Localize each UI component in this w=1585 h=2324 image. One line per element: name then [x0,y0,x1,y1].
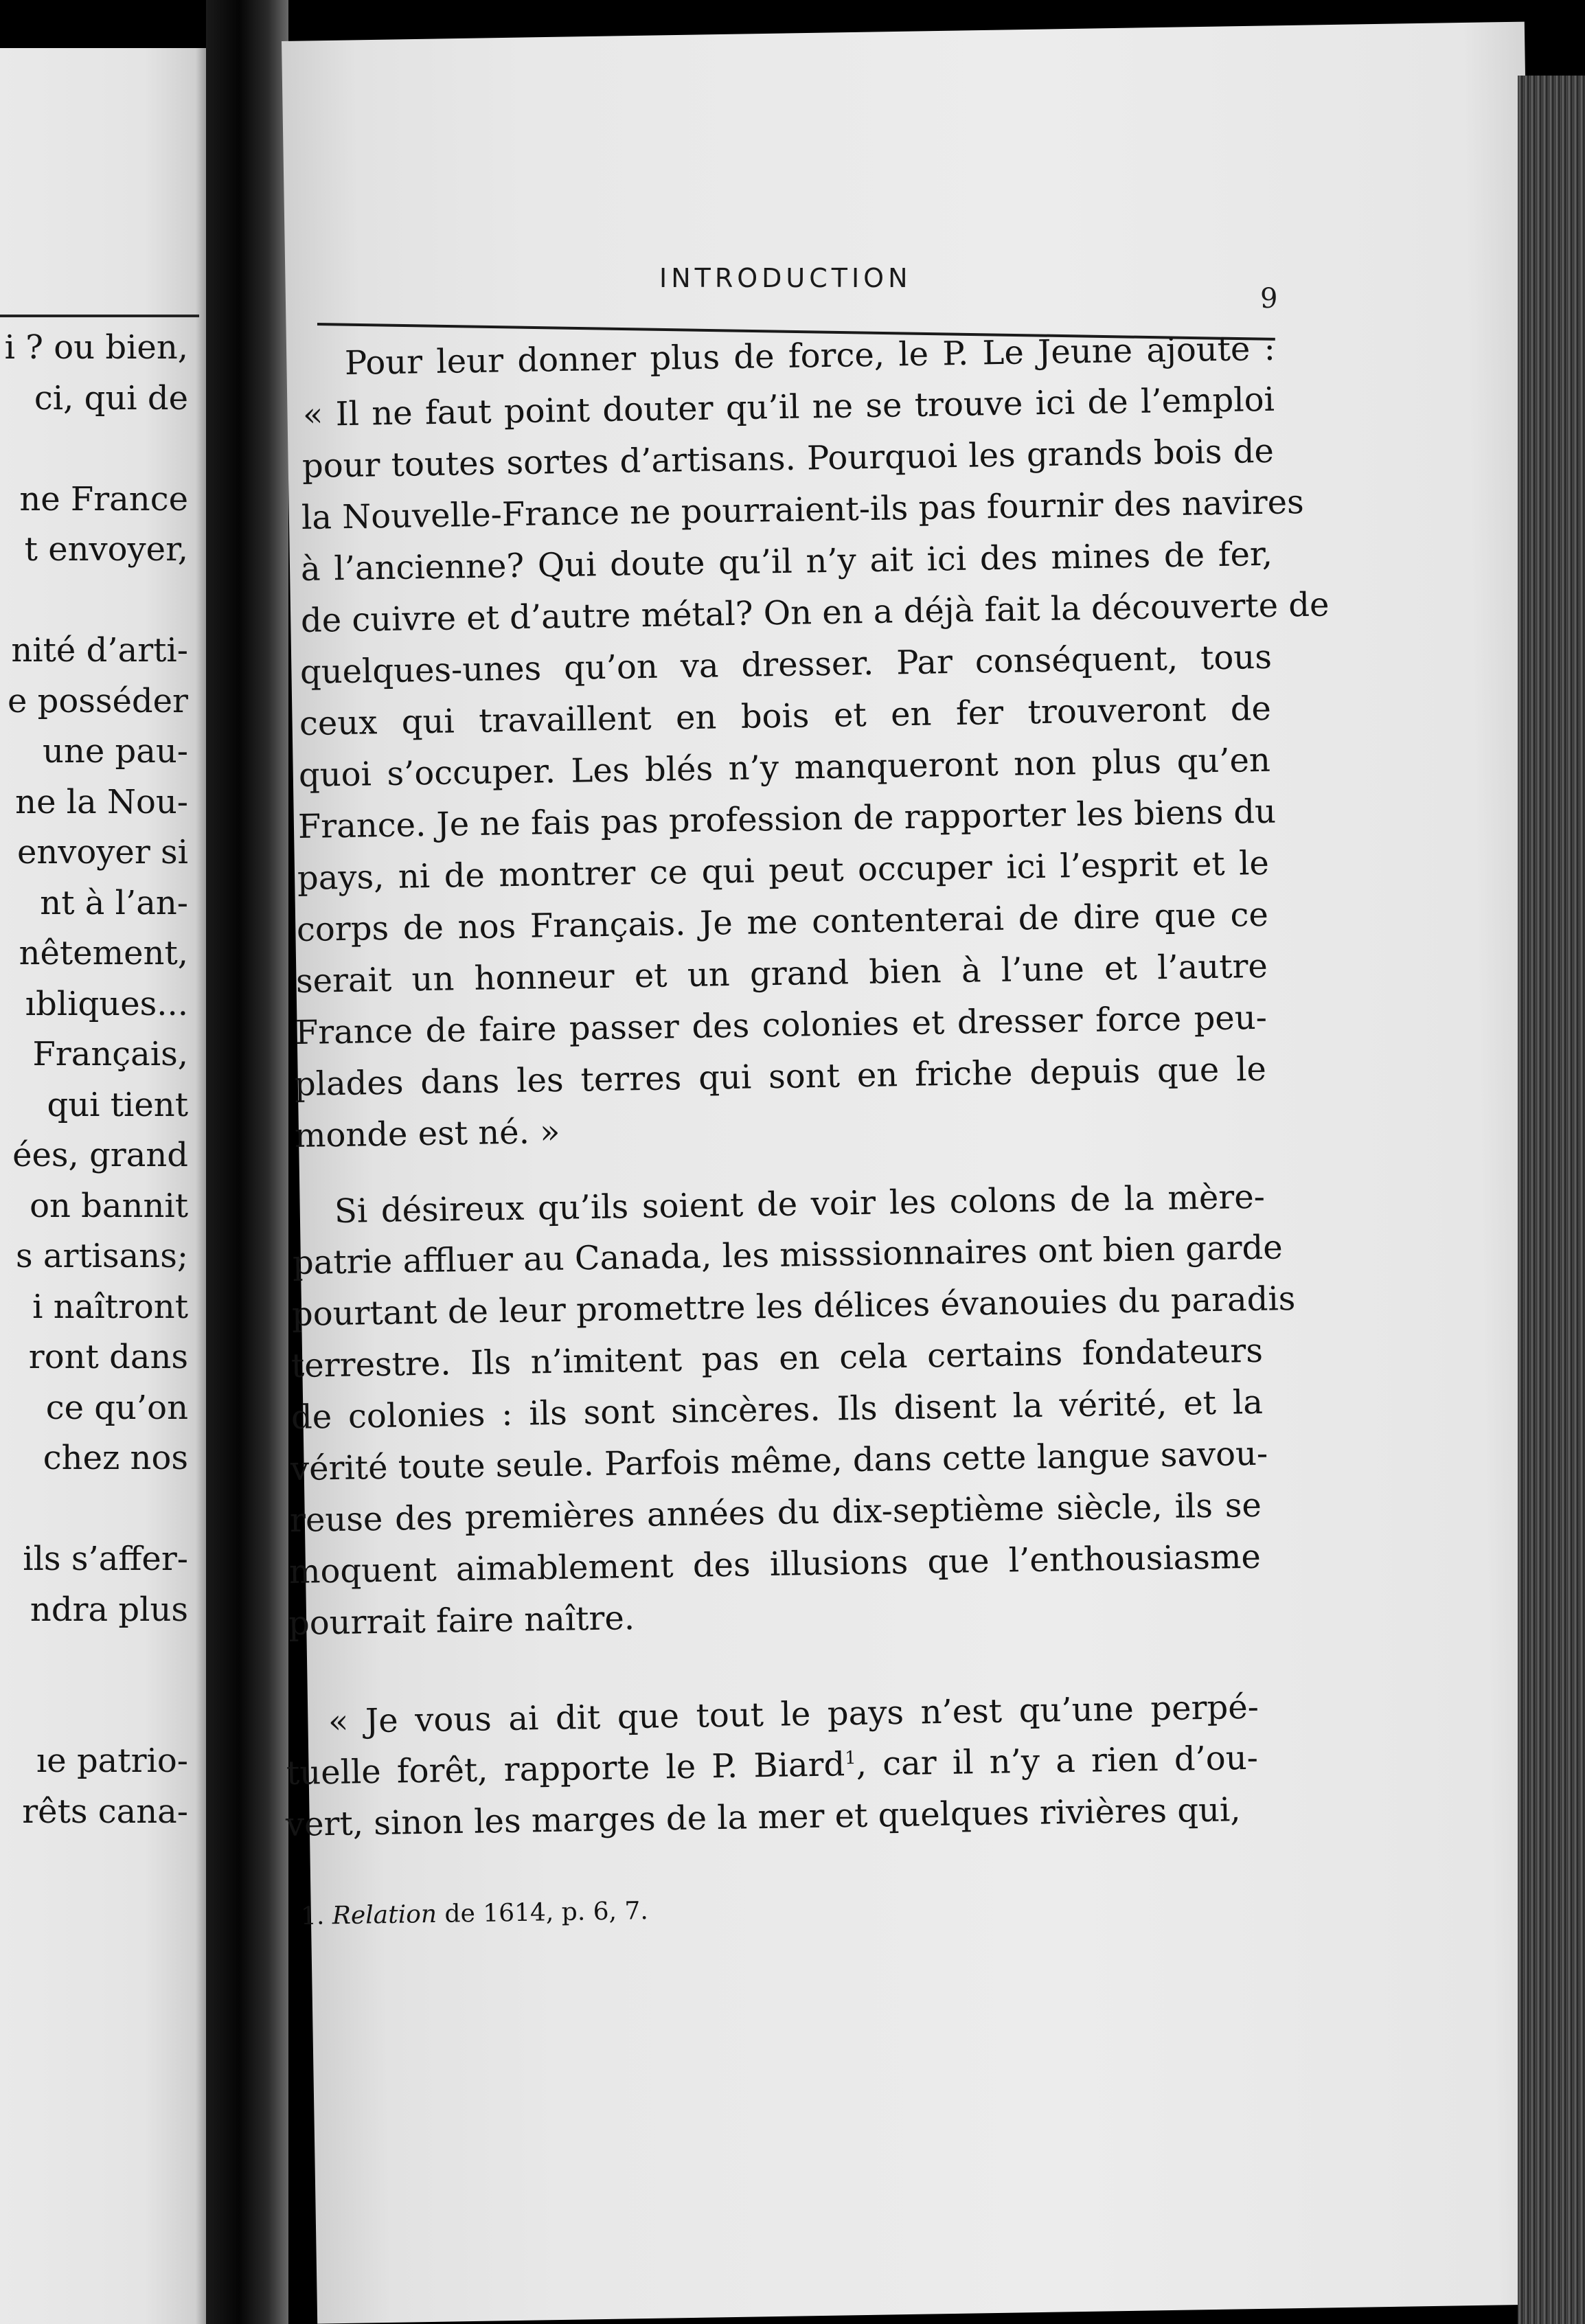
left-page-line: nt à l’an- [40,883,188,922]
left-page-line: i ? ou bien, [4,328,188,367]
left-page-line: ıbliques... [25,984,188,1023]
left-page-line: t envoyer, [24,530,188,569]
left-page-line: qui tient [47,1085,188,1124]
page-number: 9 [1260,283,1278,315]
left-page-line: ce qu’on [45,1388,188,1427]
body-line: pourrait faire naître. [288,1599,635,1643]
body-line [286,1738,1259,1793]
footnote-title: Relation [332,1900,437,1930]
body-line: corps de nos Français. Je me contenterai de dire que ce [296,895,1269,949]
left-page-line: ées, grand [12,1136,188,1174]
body-line: monde est né. » [294,1112,560,1155]
left-page-line: ront dans [28,1338,188,1376]
body-line: pourtant de leur promettre les délices évanouies du paradis [291,1279,1297,1334]
footnote-number: 1. [300,1902,325,1930]
left-page-line: rêts cana- [22,1792,188,1831]
left-page-line: ıe patrio- [36,1742,188,1780]
left-page-line: i naîtront [32,1287,188,1326]
left-page-line: ci, qui de [34,378,188,418]
body-line: France de faire passer des colonies et dresser force peu- [295,998,1268,1052]
body-line: serait un honneur et un grand bien à l’une et l’autre [295,946,1268,1001]
left-page-line: ne France [19,479,188,519]
body-line-text: tuelle forêt, rapporte le P. Biard [286,1745,846,1792]
body-line: France. Je ne fais pas profession de rapporter les biens du [297,792,1277,846]
body-line: moquent aimablement des illusions que l’enthousiasme [288,1537,1262,1591]
left-page-line: Français, [32,1035,188,1073]
body-line: pour toutes sortes d’artisans. Pourquoi les grands bois de [301,431,1275,486]
footnote-rest: de 1614, p. 6, 7. [444,1897,649,1928]
footnote-reference: 1 [845,1747,857,1769]
body-line: quoi s’occuper. Les blés n’y manqueront non plus qu’en [298,740,1271,795]
body-line: de cuivre et d’autre métal? On en a déjà fait la découverte de [300,585,1330,640]
left-page-line: ils s’affer- [23,1540,188,1578]
left-page-line: envoyer si [16,833,188,872]
body-line: la Nouvelle-France ne pourraient-ils pas fournir des navires [301,483,1305,537]
body-line: Si désireux qu’ils soient de voir les colons de la mère- [334,1177,1266,1231]
body-line: pays, ni de montrer ce qui peut occuper ici l’esprit et le [297,843,1270,898]
left-page-line: on bannit [30,1186,188,1225]
body-line: « Je vous ai dit que tout le pays n’est qu’une perpé- [328,1687,1259,1741]
body-line: à l’ancienne? Qui doute qu’il n’y ait ici des mines de fer, [300,534,1273,589]
left-page-line: une pau- [43,732,188,771]
body-line: vert, sinon les marges de la mer et quelques rivières qui, [286,1790,1242,1844]
body-line: reuse des premières années du dix-septième siècle, ils se [289,1485,1262,1540]
running-head: INTRODUCTION [659,263,912,293]
body-line-text: , car il n’y a rien d’ou- [856,1738,1259,1784]
body-line: plades dans les terres qui sont en friche depuis que le [294,1049,1267,1104]
body-line: patrie affluer au Canada, les misssionnaires ont bien garde [292,1228,1284,1282]
left-page-line: nité d’arti- [11,631,188,670]
left-page-line: s artisans; [15,1237,188,1275]
body-line: Pour leur donner plus de force, le P. Le Jeune ajoute : [344,329,1276,383]
left-page-line: chez nos [43,1439,188,1477]
body-line: terrestre. Ils n’imitent pas en cela certains fondateurs [291,1331,1264,1385]
left-page-line: e posséder [7,681,188,720]
left-page-line: ne la Nou- [15,782,188,821]
body-line: ceux qui travaillent en bois et en fer trouveront de [299,689,1271,743]
body-line: quelques-unes qu’on va dresser. Par conséquent, tous [299,637,1272,692]
body-line: « Il ne faut point douter qu’il ne se trouve ici de l’emploi [302,380,1275,434]
left-page-line: nêtement, [19,934,188,972]
body-line: vérité toute seule. Parfois même, dans cette langue savou- [290,1434,1268,1488]
footnote [301,1897,648,1930]
body-line: de colonies : ils sont sincères. Ils disent la vérité, et la [290,1382,1263,1437]
left-page-line: ndra plus [30,1590,188,1629]
